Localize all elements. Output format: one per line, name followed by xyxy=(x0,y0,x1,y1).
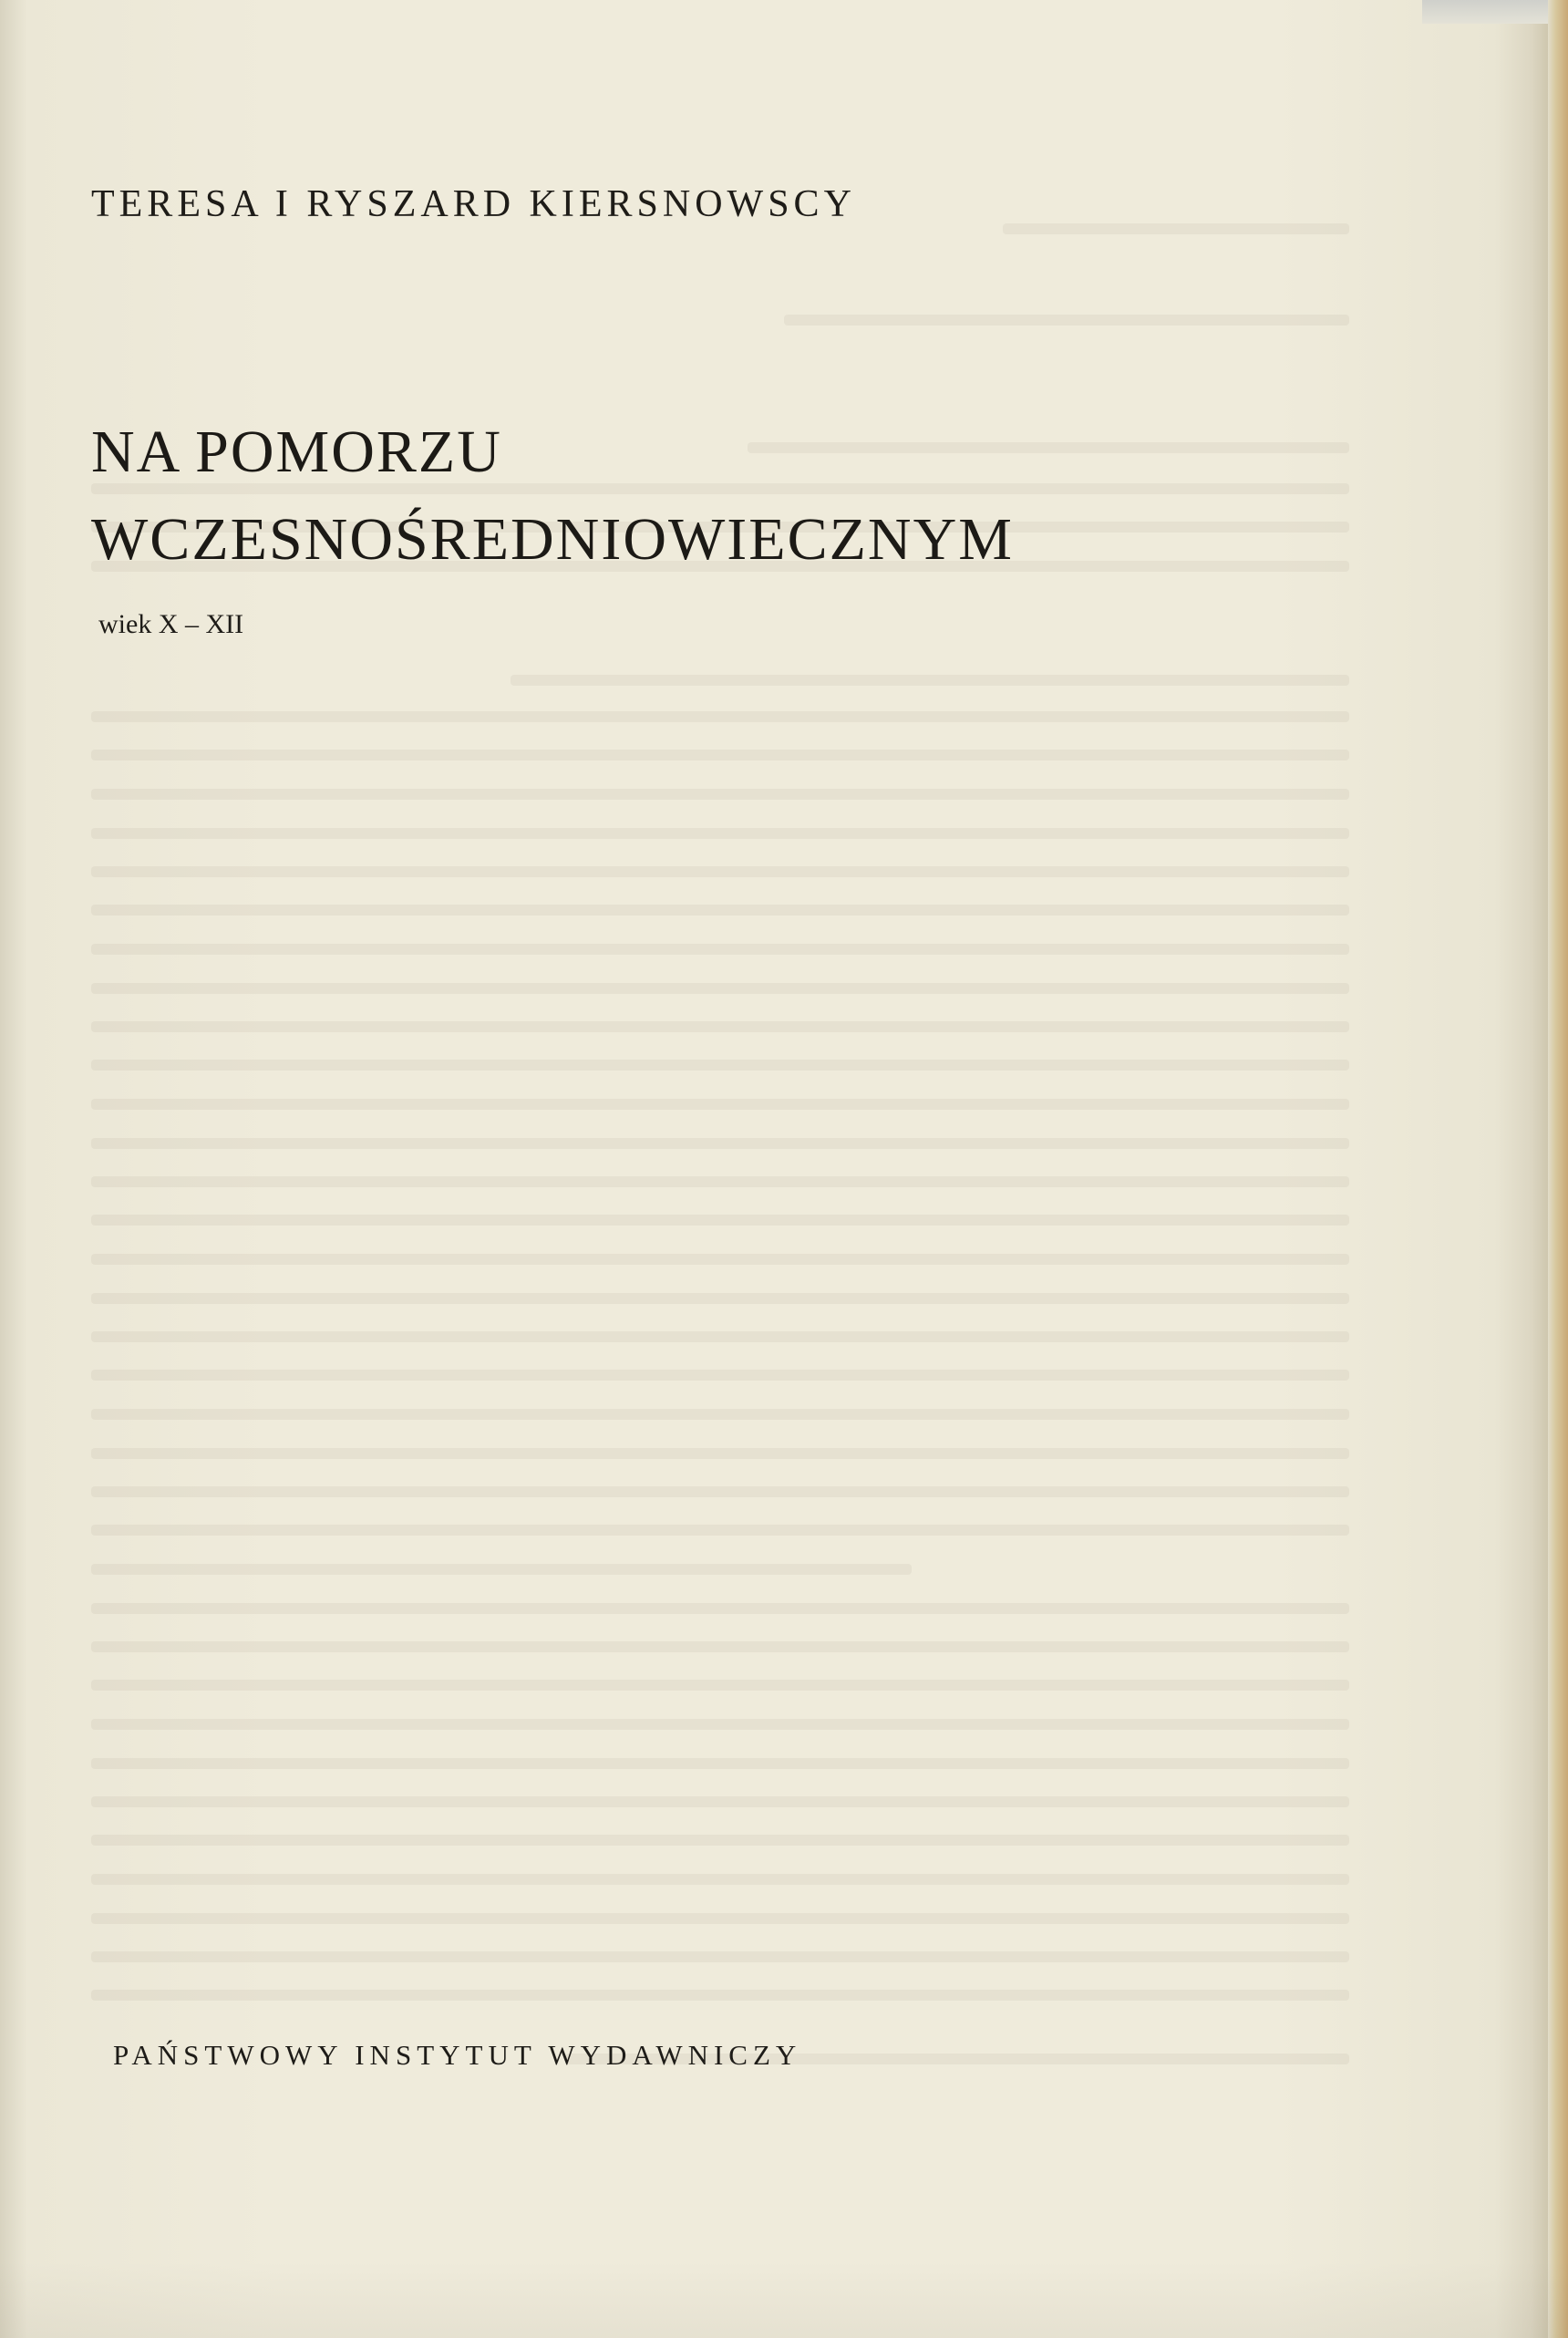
author-name: TERESA I RYSZARD KIERSNOWSCY xyxy=(91,183,856,225)
title-line-2: WCZESNOŚREDNIOWIECZNYM xyxy=(91,506,1014,573)
page-shadow xyxy=(0,2261,1568,2338)
book-title xyxy=(91,409,1014,584)
publisher-name: PAŃSTWOWY INSTYTUT WYDAWNICZY xyxy=(113,2039,802,2071)
book-spine-edge xyxy=(1548,0,1568,2338)
book-subtitle: wiek X – XII xyxy=(98,609,244,639)
book-top-edge xyxy=(1422,0,1568,24)
title-line-1: NA POMORZU xyxy=(91,419,502,485)
